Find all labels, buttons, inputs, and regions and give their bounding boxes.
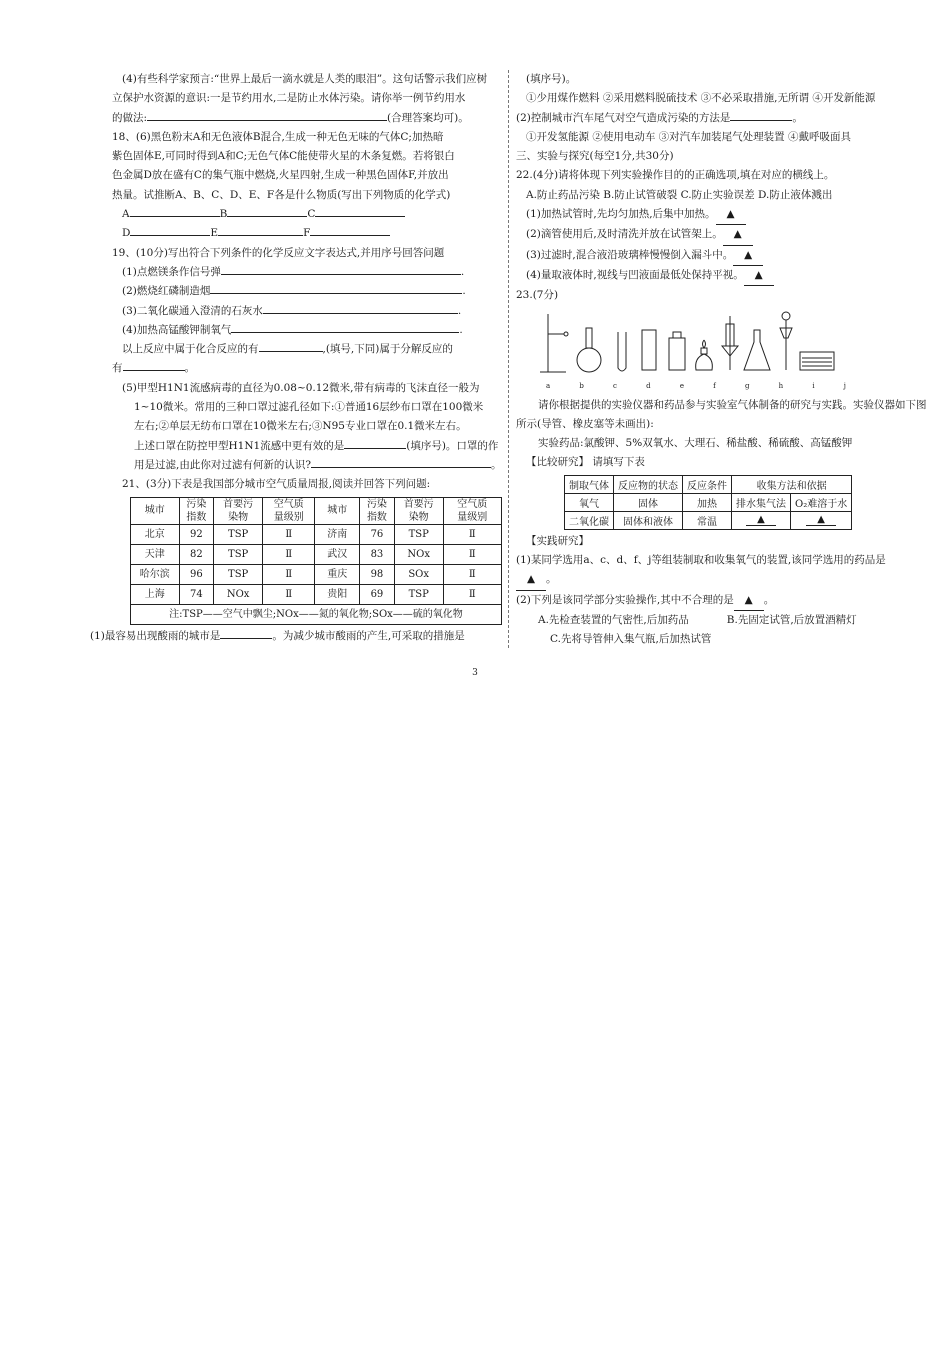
q22-blank1[interactable]: ▲: [716, 205, 746, 225]
q22-item4: (4)量取液体时,视线与凹液面最低处保持平视。 ▲: [516, 266, 941, 286]
iron-stand-icon: [540, 314, 568, 372]
q18-blank-c[interactable]: [315, 205, 405, 217]
apparatus-label: j: [843, 381, 846, 390]
q19-item4: (4)加热高锰酸钾制氧气 .: [112, 321, 502, 340]
gas-compare-table: [564, 475, 852, 530]
apparatus-label: b: [579, 381, 584, 390]
q22-head: 22.(4分)请将体现下列实验操作目的的正确选项,填在对应的横线上。: [516, 169, 835, 182]
apparatus-label: h: [778, 381, 784, 390]
table-row: 上海 74 NOx Ⅱ 贵阳 69 TSP Ⅱ: [131, 584, 502, 604]
table-header-cell: 城市: [131, 497, 180, 524]
table-row: 氧气 固体 加热 排水集气法 O₂难溶于水: [565, 493, 852, 511]
table-note: 注:TSP——空气中飘尘;NOx——氮的氧化物;SOx——硫的氧化物: [131, 604, 502, 624]
reagent-bottle-icon: [669, 332, 685, 370]
q23-blank-drug[interactable]: ▲: [516, 570, 546, 590]
q23-head: 23.(7分): [516, 289, 559, 302]
apparatus-label: d: [646, 381, 651, 390]
round-flask-icon: [577, 328, 601, 372]
q23-practice-title: 【实践研究】: [526, 534, 589, 547]
q23-intro-line2: 所示(导管、橡皮塞等未画出):: [516, 417, 654, 430]
q19-blank-filter[interactable]: [311, 456, 491, 468]
q22-item2: (2)滴管使用后,及时清洗并放在试管架上。 ▲: [516, 225, 941, 245]
apparatus-label: c: [613, 381, 617, 390]
co2-collect-reason-blank[interactable]: ▲: [791, 511, 852, 529]
table-header-row: 制取气体 反应物的状态 反应条件 收集方法和依据: [565, 475, 852, 493]
q21-blank-exhaust[interactable]: [730, 109, 792, 121]
table-header-row: [131, 497, 502, 524]
q18-answers-row1: A B C: [112, 205, 502, 224]
q21-blank-city[interactable]: [220, 627, 272, 639]
q18-line3: 色金属D放在盛有C的集气瓶中燃烧,火星四射,生成一种黑色固体F,并放出: [112, 169, 449, 182]
q18-answers-row2: D E F: [112, 224, 502, 243]
q19-blank2[interactable]: [210, 282, 462, 294]
q23-practice1: (1)某同学选用a、c、d、f、j等组装制取和收集氧气的装置,该同学选用的药品是: [516, 554, 886, 567]
fill-number-note: (填序号)。: [526, 73, 577, 85]
q23-blank-operation[interactable]: ▲: [734, 591, 764, 611]
q21-question1: (1)最容易出现酸雨的城市是 。为减少城市酸雨的产生,可采取的措施是: [90, 627, 502, 646]
q19-blank-combination[interactable]: [259, 340, 323, 352]
q19-blank1[interactable]: [221, 263, 461, 275]
q19-blank3[interactable]: [263, 302, 458, 314]
q18-line4: 热量。试推断A、B、C、D、E、F各是什么物质(写出下列物质的化学式): [112, 188, 451, 201]
table-header-cell: 空气质 量级别: [443, 497, 501, 524]
table-header-cell: 首要污 染物: [214, 497, 263, 524]
gas-jar-icon: [642, 330, 656, 370]
q17-4-line2: 立保护水资源的意识:一是节约用水,二是防止水体污染。请你举一例节约用水: [112, 92, 466, 105]
test-tube-icon: [618, 332, 626, 371]
q19-item1: (1)点燃镁条作信号弹 .: [112, 263, 502, 282]
table-row: 哈尔滨 96 TSP Ⅱ 重庆 98 SOx Ⅱ: [131, 564, 502, 584]
apparatus-drawing: [536, 310, 836, 380]
q23-practice1-answer: ▲ 。: [516, 570, 941, 590]
q22-item3: (3)过滤时,混合液沿玻璃棒慢慢倒入漏斗中。 ▲: [516, 246, 941, 266]
q23-option-c: C.先将导管伸入集气瓶,后加热试管: [550, 633, 712, 646]
apparatus-figure: [536, 310, 836, 380]
table-header-cell: 污染 指数: [360, 497, 395, 524]
q19-head: 19、(10分)写出符合下列条件的化学反应文字表达式,并用序号回答问题: [112, 246, 445, 259]
q22-blank3[interactable]: ▲: [733, 246, 763, 266]
q19-blank4[interactable]: [231, 321, 459, 333]
q19-item5-line4: 上述口罩在防控甲型H1N1流感中更有效的是 (填序号)。口罩的作: [112, 437, 502, 456]
funnel-icon: [780, 312, 792, 370]
q18-line1: 18、(6)黑色粉末A和无色液体B混合,生成一种无色无味的气体C;加热暗: [112, 130, 444, 143]
apparatus-label: f: [713, 381, 716, 390]
section-3-title: 三、实验与探究(每空1分,共30分): [516, 150, 674, 163]
long-neck-funnel-icon: [722, 316, 738, 370]
q23-drugs: 实验药品:氯酸钾、5%双氧水、大理石、稀盐酸、稀硫酸、高锰酸钾: [538, 437, 853, 450]
column-divider: [508, 70, 509, 648]
table-header-cell: 污染 指数: [179, 497, 214, 524]
table-note-row: [131, 604, 502, 624]
q19-item5-line2: 1~10微米。常用的三种口罩过滤孔径如下:①普通16层纱布口罩在100微米: [134, 401, 484, 414]
q19-item5-line5: 用是过滤,由此你对过滤有何新的认识? 。: [112, 456, 502, 475]
q18-line2: 紫色固体E,可同时得到A和C;无色气体C能使带火星的木条复燃。若将银白: [112, 150, 455, 163]
co2-collect-method-blank[interactable]: ▲: [732, 511, 791, 529]
q22-options: A.防止药品污染 B.防止试管破裂 C.防止实验误差 D.防止液体溅出: [526, 188, 833, 201]
conical-flask-icon: [744, 330, 770, 370]
q18-blank-a[interactable]: [130, 205, 220, 217]
q22-blank4[interactable]: ▲: [744, 266, 774, 286]
q19-question: 以上反应中属于化合反应的有 ,(填号,下同)属于分解反应的: [112, 340, 502, 359]
air-quality-table: [130, 497, 502, 625]
q19-blank-decomposition[interactable]: [123, 359, 185, 371]
q17-4-answer-blank[interactable]: [147, 109, 387, 121]
q23-intro-line1: 请你根据提供的实验仪器和药品参与实验室气体制备的研究与实践。实验仪器如下图: [538, 398, 927, 411]
apparatus-label: i: [812, 381, 815, 390]
table-header-cell: 空气质 量级别: [263, 497, 315, 524]
alcohol-lamp-icon: [696, 340, 713, 370]
table-header-cell: 城市: [315, 497, 360, 524]
page-number: 3: [472, 668, 478, 678]
q19-blank-mask[interactable]: [344, 437, 406, 449]
left-column: [90, 70, 502, 646]
q21-question2: (2)控制城市汽车尾气对空气造成污染的方法是 。: [516, 109, 941, 128]
apparatus-label: a: [546, 381, 551, 390]
apparatus-labels: [546, 382, 846, 390]
q21-head: 21、(3分)下表是我国部分城市空气质量周报,阅读并回答下列问题:: [122, 478, 431, 491]
q17-4-line3: 的做法: (合理答案均可)。: [112, 109, 502, 128]
q17-4-line1: (4)有些科学家预言:“世界上最后一滴水就是人类的眼泪”。这句话警示我们应树: [122, 73, 488, 85]
q21-options1: ①少用煤作燃料 ②采用燃料脱硫技术 ③不必采取措施,无所谓 ④开发新能源: [526, 92, 876, 105]
q19-item2: (2)燃烧红磷制造烟 .: [112, 282, 502, 301]
water-trough-icon: [800, 352, 834, 370]
q18-blank-e[interactable]: [218, 224, 303, 236]
q23-practice2: (2)下列是该同学部分实验操作,其中不合理的是 ▲ 。: [516, 591, 941, 611]
q18-blank-b[interactable]: [227, 205, 307, 217]
q23-compare-title: 【比较研究】 请填写下表: [526, 456, 645, 469]
q21-options2: ①开发氢能源 ②使用电动车 ③对汽车加装尾气处理装置 ④戴呼吸面具: [526, 130, 852, 143]
q19-item5-line3: 左右;②单层无纺布口罩在10微米左右;③N95专业口罩在0.1微米左右。: [134, 420, 467, 433]
right-column: [516, 70, 941, 650]
q23-options-ab: A.先检查装置的气密性,后加药品 B.先固定试管,后放置酒精灯: [538, 613, 857, 626]
q22-item1: (1)加热试管时,先均匀加热,后集中加热。 ▲: [516, 205, 941, 225]
apparatus-label: e: [679, 381, 684, 390]
table-row: 北京 92 TSP Ⅱ 济南 76 TSP Ⅱ: [131, 524, 502, 544]
q19-question-cont: 有 。: [112, 359, 502, 378]
table-row: 天津 82 TSP Ⅱ 武汉 83 NOx Ⅱ: [131, 544, 502, 564]
q19-item3: (3)二氧化碳通入澄清的石灰水 .: [112, 302, 502, 321]
q18-blank-f[interactable]: [310, 224, 390, 236]
apparatus-label: g: [744, 381, 750, 390]
q19-item5-line1: (5)甲型H1N1流感病毒的直径为0.08~0.12微米,带有病毒的飞沫直径一般为: [122, 381, 480, 394]
table-row: 二氧化碳 固体和液体 常温 ▲ ▲: [565, 511, 852, 529]
q18-blank-d[interactable]: [130, 224, 210, 236]
table-header-cell: 首要污 染物: [394, 497, 443, 524]
q22-blank2[interactable]: ▲: [723, 225, 753, 245]
